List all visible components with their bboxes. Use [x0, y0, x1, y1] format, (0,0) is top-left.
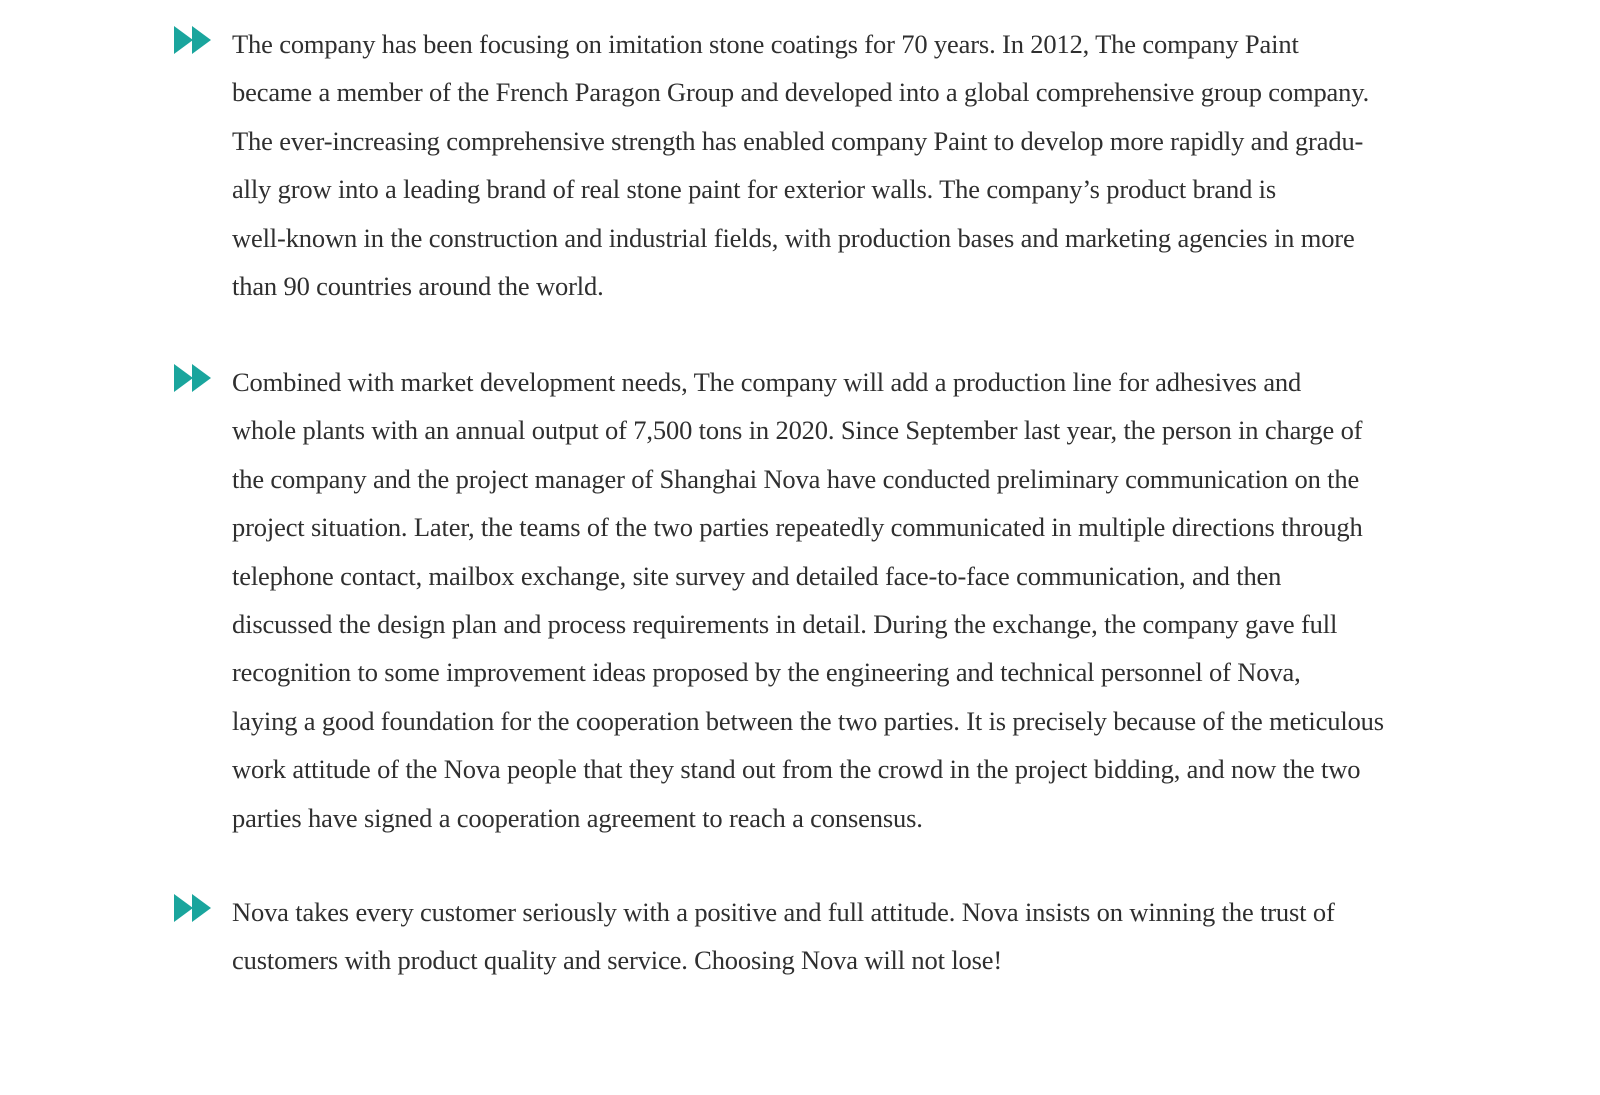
- double-arrow-icon: [174, 26, 214, 54]
- double-arrow-icon: [174, 364, 214, 392]
- paragraph-text: Nova takes every customer seriously with a positive and full attitude. Nova insists on winning the trust of customers with product quality and service. Choosing Nova will not lose!: [232, 897, 1335, 976]
- paragraph-text: Combined with market development needs, The company will add a production line for adhesives and whole plants with an annual output of 7,500 tons in 2020. Since September last year, the person in charge of the company and the project manager of Shanghai Nova have conducted preliminary communication on the project situation. Later, the teams of the two parties repeatedly communicated in multiple directions through telephone contact, mailbox exchange, site survey and detailed face-to-face communication, and then discussed the design plan and process requirements in detail. During the exchange, the company gave full recognition to some improvement ideas proposed by the engineering and technical personnel of Nova, laying a good foundation for the cooperation between the two parties. It is precisely because of the meticulous work attitude of the Nova people that they stand out from the crowd in the project bidding, and now the two parties have signed a cooperation agreement to reach a consensus.: [232, 367, 1384, 833]
- double-arrow-icon: [174, 894, 214, 922]
- paragraph-text: The company has been focusing on imitation stone coatings for 70 years. In 2012, The company Paint became a member of the French Paragon Group and developed into a global comprehensive group company. The ever-increasing comprehensive strength has enabled company Paint to develop more rapidly and gradu- ally grow into a leading brand of real stone paint for exterior walls. The company’s product brand is well-known in the construction and industrial fields, with production bases and marketing agencies in more than 90 countries around the world.: [232, 29, 1370, 302]
